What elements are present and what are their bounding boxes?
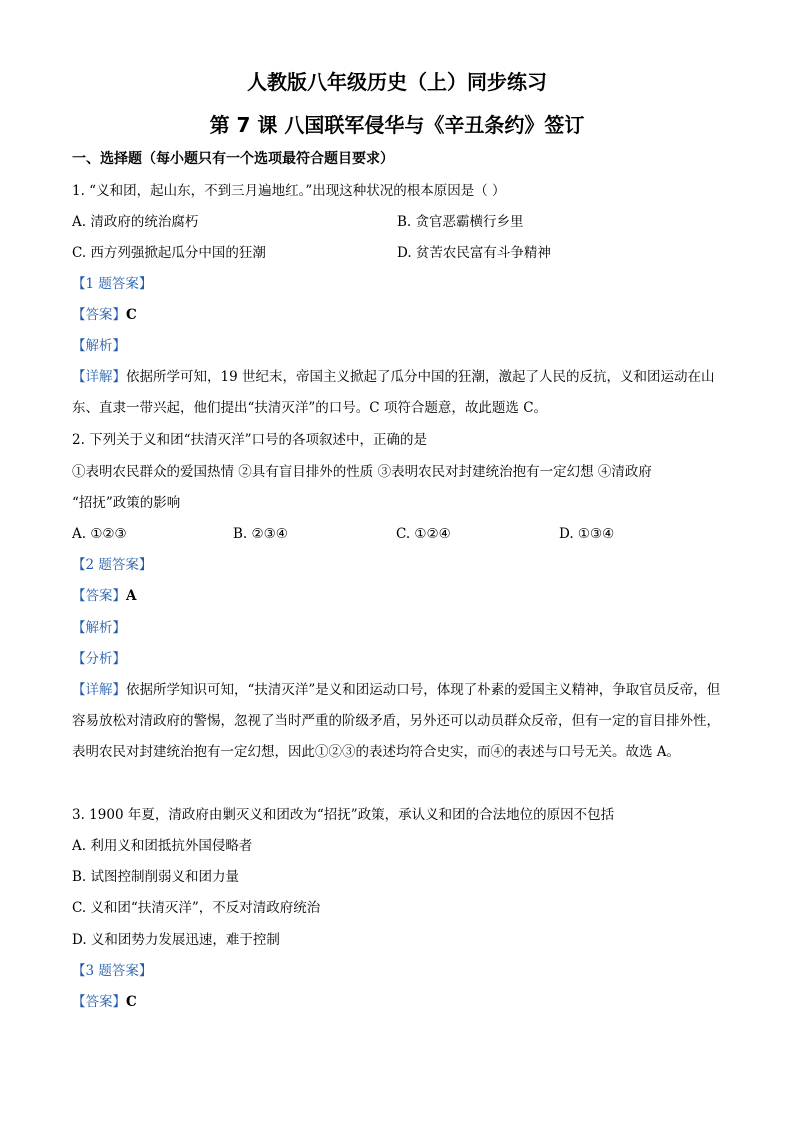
question-2-option-a: A. ①②③ bbox=[72, 526, 127, 542]
question-3-option-b: B. 试图控制削弱义和团力量 bbox=[72, 869, 240, 885]
section-heading: 一、选择题（每小题只有一个选项最符合题目要求） bbox=[72, 151, 394, 167]
question-2-answer-tag: 【2 题答案】 bbox=[72, 557, 153, 573]
question-1-option-b: B. 贪官恶霸横行乡里 bbox=[397, 214, 524, 230]
answer-label: 【答案】 bbox=[72, 588, 126, 604]
question-3-answer-tag: 【3 题答案】 bbox=[72, 963, 153, 979]
question-2-option-b: B. ②③④ bbox=[233, 526, 288, 542]
answer-value: C bbox=[126, 307, 137, 323]
detail-label: 【详解】 bbox=[72, 369, 126, 385]
question-1-option-a: A. 清政府的统治腐朽 bbox=[72, 214, 199, 230]
question-1-answer-row bbox=[72, 306, 137, 324]
question-2-option-c: C. ①②④ bbox=[396, 526, 451, 542]
question-1-option-d: D. 贫苦农民富有斗争精神 bbox=[397, 245, 551, 261]
question-1-answer-tag: 【1 题答案】 bbox=[72, 276, 153, 292]
question-1-analysis-label: 【解析】 bbox=[72, 338, 126, 354]
question-2-statements-line-1: ①表明农民群众的爱国热情 ②具有盲目排外的性质 ③表明农民对封建统治抱有一定幻想 ④清政府 bbox=[72, 464, 652, 480]
question-3-option-a: A. 利用义和团抵抗外国侵略者 bbox=[72, 838, 253, 854]
question-2-stem: 2. 下列关于义和团“扶清灭洋”口号的各项叙述中，正确的是 bbox=[72, 432, 427, 448]
answer-value: A bbox=[126, 588, 137, 604]
question-3-answer-row bbox=[72, 993, 137, 1011]
document-title: 人教版八年级历史（上）同步练习 bbox=[247, 70, 547, 94]
answer-value: C bbox=[126, 994, 137, 1010]
question-2-fenxi-label: 【分析】 bbox=[72, 651, 126, 667]
question-2-answer-row bbox=[72, 587, 136, 605]
question-3-stem: 3. 1900 年夏，清政府由剿灭义和团改为“招抚”政策，承认义和团的合法地位的原因不包括 bbox=[72, 807, 615, 823]
question-1-option-c: C. 西方列强掀起瓜分中国的狂潮 bbox=[72, 245, 266, 261]
question-1-detail bbox=[72, 362, 724, 424]
question-3-option-d: D. 义和团势力发展迅速，难于控制 bbox=[72, 932, 280, 948]
question-2-statements-line-2: “招抚”政策的影响 bbox=[72, 495, 181, 511]
question-2-analysis-label: 【解析】 bbox=[72, 620, 126, 636]
question-3-option-c: C. 义和团“扶清灭洋”，不反对清政府统治 bbox=[72, 900, 321, 916]
detail-text: 依据所学可知，19 世纪末，帝国主义掀起了瓜分中国的狂潮，激起了人民的反抗，义和团运动在山东、直隶一带兴起，他们提出“扶清灭洋”的口号。C 项符合题意，故此题选 C。 bbox=[72, 369, 715, 416]
detail-text: 依据所学知识可知，“扶清灭洋”是义和团运动口号，体现了朴素的爱国主义精神，争取官员反帝，但容易放松对清政府的警惕，忽视了当时严重的阶级矛盾，另外还可以动员群众反帝，但有一定的盲目排外性，表明农民对封建统治抱有一定幻想，因此①②③的表述均符合史实，而④的表述与口号无关。故选 A。 bbox=[72, 682, 721, 760]
answer-label: 【答案】 bbox=[72, 994, 126, 1010]
question-2-detail bbox=[72, 675, 724, 768]
document-subtitle: 第 7 课 八国联军侵华与《辛丑条约》签订 bbox=[209, 113, 585, 137]
detail-label: 【详解】 bbox=[72, 682, 126, 698]
answer-label: 【答案】 bbox=[72, 307, 126, 323]
question-2-option-d: D. ①③④ bbox=[559, 526, 615, 542]
question-1-stem: 1. “义和团，起山东，不到三月遍地红。”出现这种状况的根本原因是（ ） bbox=[72, 183, 506, 199]
